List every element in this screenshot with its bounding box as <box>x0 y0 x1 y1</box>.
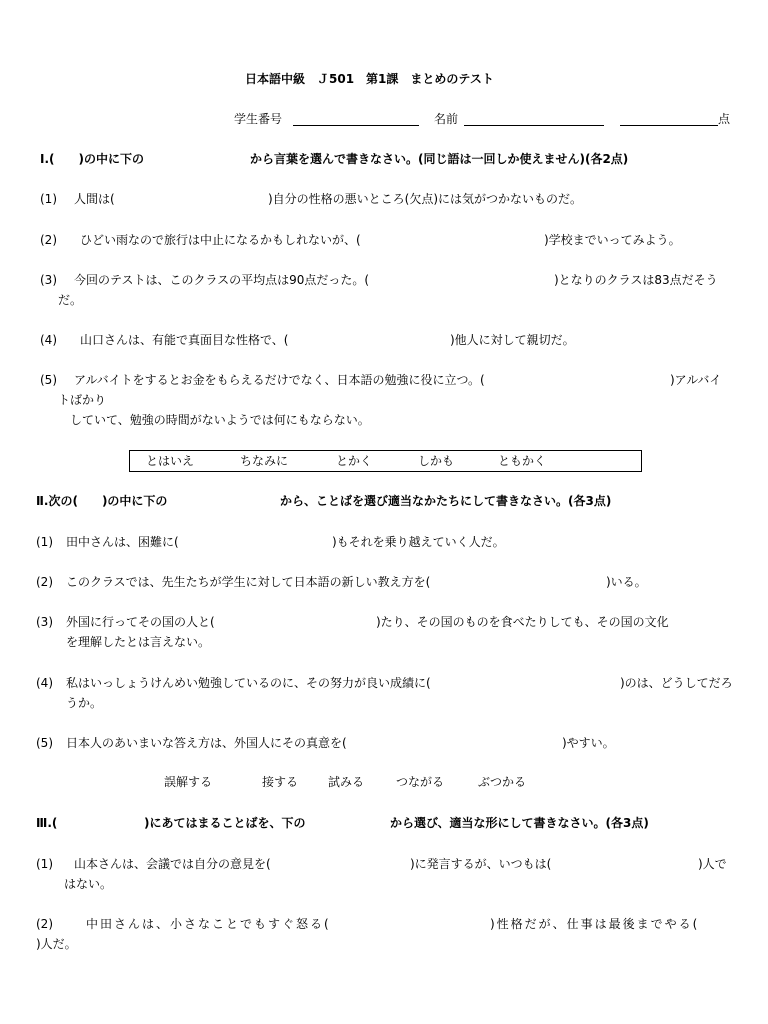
section3-heading-cont2: から選び、適当な形にして書きなさい。(各3点) <box>390 816 649 830</box>
s2-q1-text-a: 田中さんは、困難に( <box>66 535 179 549</box>
s1-choice: ともかく <box>498 454 547 468</box>
s1-q5-text-c: トばかり <box>58 393 107 407</box>
s1-q4-text-b: )他人に対して親切だ。 <box>450 333 575 347</box>
s1-q5-text-d: していて、勉強の時間がないようでは何にもならない。 <box>70 413 370 427</box>
s1-q1-text-a: 人間は( <box>74 192 115 206</box>
s2-choice: 誤解する <box>164 775 213 789</box>
s1-q4-number: (4) <box>40 333 57 347</box>
s3-q1-text-d: はない。 <box>64 877 113 891</box>
s1-q5-text-a: アルバイトをするとお金をもらえるだけでなく、日本語の勉強に役に立つ。( <box>74 373 485 387</box>
s1-q2-text-b: )学校までいってみよう。 <box>544 233 681 247</box>
s2-q2-number: (2) <box>36 575 53 589</box>
student-number-field[interactable] <box>293 125 419 126</box>
s1-q1-text-b: )自分の性格の悪いところ(欠点)には気がつかないものだ。 <box>268 192 583 206</box>
s2-choice: 試みる <box>328 775 365 789</box>
s2-q5-text-a: 日本人のあいまいな答え方は、外国人にその真意を( <box>66 736 347 750</box>
s2-choice: ぶつかる <box>478 775 527 789</box>
s2-q2-text-b: )いる。 <box>606 575 647 589</box>
name-field[interactable] <box>464 125 604 126</box>
s2-q3-number: (3) <box>36 615 53 629</box>
s2-q4-text-b: )のは、どうしてだろ <box>620 676 733 690</box>
s3-q2-text-b: )性格だが、仕事は最後までやる( <box>490 917 700 931</box>
s1-q3-number: (3) <box>40 273 57 287</box>
s1-q4-text-a: 山口さんは、有能で真面目な性格で、( <box>80 333 289 347</box>
section2-heading: Ⅱ.次の( )の中に下の <box>36 494 168 508</box>
s3-q2-number: (2) <box>36 917 53 931</box>
s1-q3-text-c: だ。 <box>58 293 83 307</box>
s3-q1-text-c: )人で <box>698 857 727 871</box>
s2-choice: つながる <box>396 775 445 789</box>
student-number-label: 学生番号 <box>234 112 283 126</box>
section2-heading-cont: から、ことばを選び適当なかたちにして書きなさい。(各3点) <box>280 494 612 508</box>
s1-q5-number: (5) <box>40 373 57 387</box>
s1-choice: ちなみに <box>240 454 289 468</box>
s3-q2-text-c: )人だ。 <box>36 937 77 951</box>
s1-choice: とかく <box>336 454 373 468</box>
s3-q2-text-a: 中田さんは、小さなことでもすぐ怒る( <box>86 917 331 931</box>
page-title: 日本語中級 Ｊ501 第1課 まとめのテスト <box>245 72 494 86</box>
section1-heading-cont: から言葉を選んで書きなさい。(同じ語は一回しか使えません)(各2点) <box>250 152 629 166</box>
s2-q5-number: (5) <box>36 736 53 750</box>
s3-q1-text-a: 山本さんは、会議では自分の意見を( <box>74 857 271 871</box>
s2-q3-text-c: を理解したとは言えない。 <box>66 635 211 649</box>
section1-heading: Ⅰ.( )の中に下の <box>40 152 144 166</box>
s2-q4-text-a: 私はいっしょうけんめい勉強しているのに、その努力が良い成績に( <box>66 676 431 690</box>
s1-q3-text-b: )となりのクラスは83点だそう <box>554 273 718 287</box>
section3-heading: Ⅲ.( <box>36 816 58 830</box>
section1-choice-box <box>129 450 642 472</box>
s1-q3-text-a: 今回のテストは、このクラスの平均点は90点だった。( <box>74 273 370 287</box>
s2-q3-text-a: 外国に行ってその国の人と( <box>66 615 215 629</box>
score-label: 点 <box>718 112 731 126</box>
score-field[interactable] <box>620 125 718 126</box>
section3-heading-cont: )にあてはまることばを、下の <box>144 816 306 830</box>
s2-q4-text-c: うか。 <box>66 696 103 710</box>
s2-q1-number: (1) <box>36 535 53 549</box>
s3-q1-text-b: )に発言するが、いつもは( <box>410 857 552 871</box>
s2-q3-text-b: )たり、その国のものを食べたりしても、その国の文化 <box>376 615 669 629</box>
s2-q5-text-b: )やすい。 <box>562 736 615 750</box>
s1-choice: しかも <box>418 454 455 468</box>
s1-choice: とはいえ <box>146 454 195 468</box>
s2-q1-text-b: )もそれを乗り越えていく人だ。 <box>332 535 505 549</box>
s2-choice: 接する <box>262 775 299 789</box>
s2-q2-text-a: このクラスでは、先生たちが学生に対して日本語の新しい教え方を( <box>66 575 431 589</box>
s1-q5-text-b: )アルバイ <box>670 373 722 387</box>
s3-q1-number: (1) <box>36 857 53 871</box>
s1-q2-number: (2) <box>40 233 57 247</box>
s1-q1-number: (1) <box>40 192 57 206</box>
name-label: 名前 <box>434 112 459 126</box>
s1-q2-text-a: ひどい雨なので旅行は中止になるかもしれないが、( <box>80 233 361 247</box>
s2-q4-number: (4) <box>36 676 53 690</box>
